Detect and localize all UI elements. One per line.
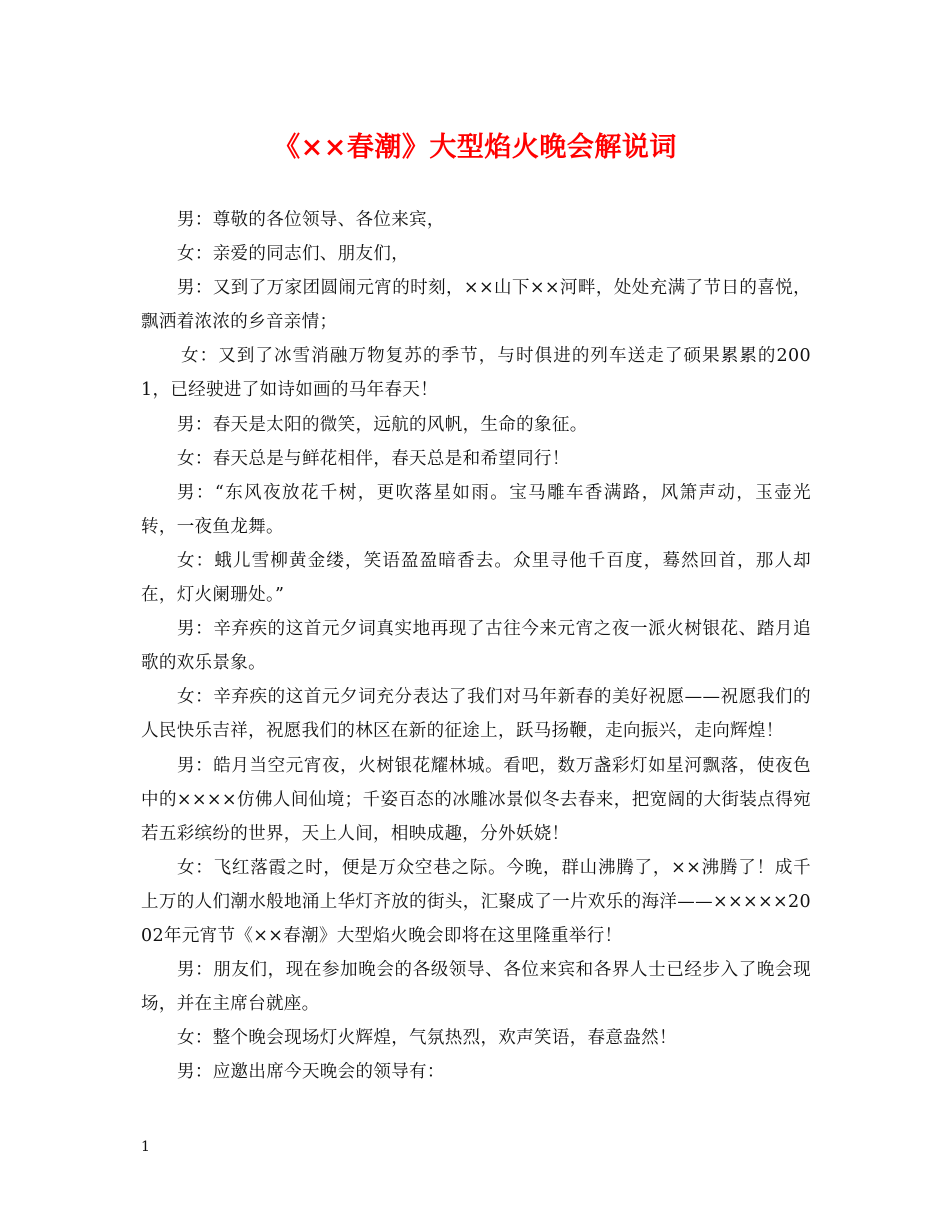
paragraph: 女：又到了冰雪消融万物复苏的季节，与时俱进的列车送走了硕果累累的2001，已经驶进了如诗如画的马年春天！ [141, 346, 811, 401]
paragraph: 女：春天总是与鲜花相伴，春天总是和希望同行！ [177, 448, 570, 469]
paragraph: 男：“东风夜放花千树，更吹落星如雨。宝马雕车香满路，风箫声动，玉壶光转，一夜鱼龙舞。 [141, 482, 811, 537]
paragraph: 女：蛾儿雪柳黄金缕，笑语盈盈暗香去。众里寻他千百度，蓦然回首，那人却在，灯火阑珊处。” [141, 550, 811, 606]
paragraph: 男：又到了万家团圆闹元宵的时刻，××山下××河畔，处处充满了节日的喜悦，飘洒着浓浓的乡音亲情； [141, 278, 811, 333]
paragraph: 男：春天是太阳的微笑，远航的风帆，生命的象征。 [177, 414, 588, 435]
paragraph: 女：飞红落霞之时，便是万众空巷之际。今晚，群山沸腾了，××沸腾了！成千上万的人们潮水般地涌上华灯齐放的街头，汇聚成了一片欢乐的海洋——×××××2002年元宵节《××春潮》大型焰火晚会即将在这里隆重举行！ [141, 857, 811, 946]
paragraph: 男：辛弃疾的这首元夕词真实地再现了古往今来元宵之夜一派火树银花、踏月追歌的欢乐景象。 [141, 619, 811, 674]
paragraph: 男：应邀出席今天晚会的领导有： [177, 1062, 445, 1083]
paragraph: 女：辛弃疾的这首元夕词充分表达了我们对马年新春的美好祝愿——祝愿我们的人民快乐吉祥，祝愿我们的林区在新的征途上，跃马扬鞭，走向振兴，走向辉煌！ [141, 687, 811, 742]
paragraph: 男：朋友们，现在参加晚会的各级领导、各位来宾和各界人士已经步入了晚会现场，并在主席台就座。 [141, 960, 811, 1015]
page-number: 1 [141, 1139, 150, 1155]
document-body [141, 203, 811, 1089]
paragraph: 男：皓月当空元宵夜，火树银花耀林城。看吧，数万盏彩灯如星河飘落，使夜色中的××××仿佛人间仙境；千姿百态的冰雕冰景似冬去春来，把宽阔的大街装点得宛若五彩缤纷的世界，天上人间，相映成趣，分外妖娆！ [141, 755, 811, 844]
paragraph: 女：亲爱的同志们、朋友们， [177, 244, 410, 265]
paragraph: 女：整个晚会现场灯火辉煌，气氛热烈，欢声笑语，春意盎然！ [177, 1028, 677, 1049]
paragraph: 男：尊敬的各位领导、各位来宾， [177, 210, 445, 230]
document-title: 《××春潮》大型焰火晚会解说词 [273, 132, 677, 163]
